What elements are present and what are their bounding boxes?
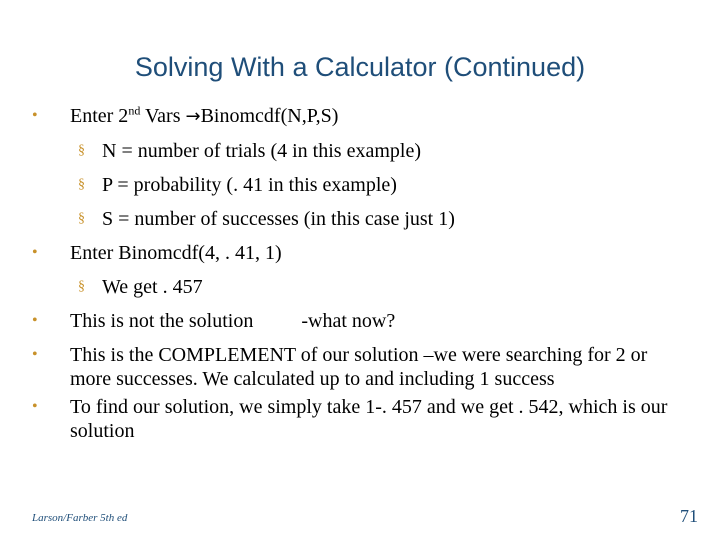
square-bullet-icon: § — [78, 211, 85, 226]
square-bullet-icon: § — [78, 177, 85, 192]
bullet-item: • To find our solution, we simply take 1-. 457 and we get . 542, which is our solution — [32, 396, 668, 442]
bullet-item: • Enter Binomcdf(4, . 41, 1) — [32, 242, 282, 264]
bullet-dot-icon: • — [32, 107, 38, 124]
sub-bullet-item: § S = number of successes (in this case just 1) — [78, 208, 455, 230]
bullet-list — [32, 104, 692, 453]
bullet-dot-icon: • — [32, 398, 38, 415]
page-number: 71 — [680, 506, 698, 526]
bullet-dot-icon: • — [32, 244, 38, 261]
bullet-dot-icon: • — [32, 312, 38, 329]
square-bullet-icon: § — [78, 279, 85, 294]
sub-bullet-item: § We get . 457 — [78, 276, 203, 298]
bullet-item: • This is not the solution -what now? — [32, 310, 396, 332]
slide-title: Solving With a Calculator (Continued) — [134, 52, 586, 82]
sub-bullet-item: § P = probability (. 41 in this example) — [78, 174, 397, 196]
square-bullet-icon: § — [78, 143, 85, 158]
sub-bullet-item: § N = number of trials (4 in this example) — [78, 140, 421, 162]
bullet-item: • Enter 2nd Vars →Binomcdf(N,P,S) — [32, 103, 339, 127]
footer-credit: Larson/Farber 5th ed — [32, 512, 128, 524]
arrow-right-icon: → — [185, 106, 201, 127]
bullet-dot-icon: • — [32, 346, 38, 363]
bullet-item: • This is the COMPLEMENT of our solution –we were searching for 2 or more successes. We calculated up to and including 1 success — [32, 344, 648, 390]
